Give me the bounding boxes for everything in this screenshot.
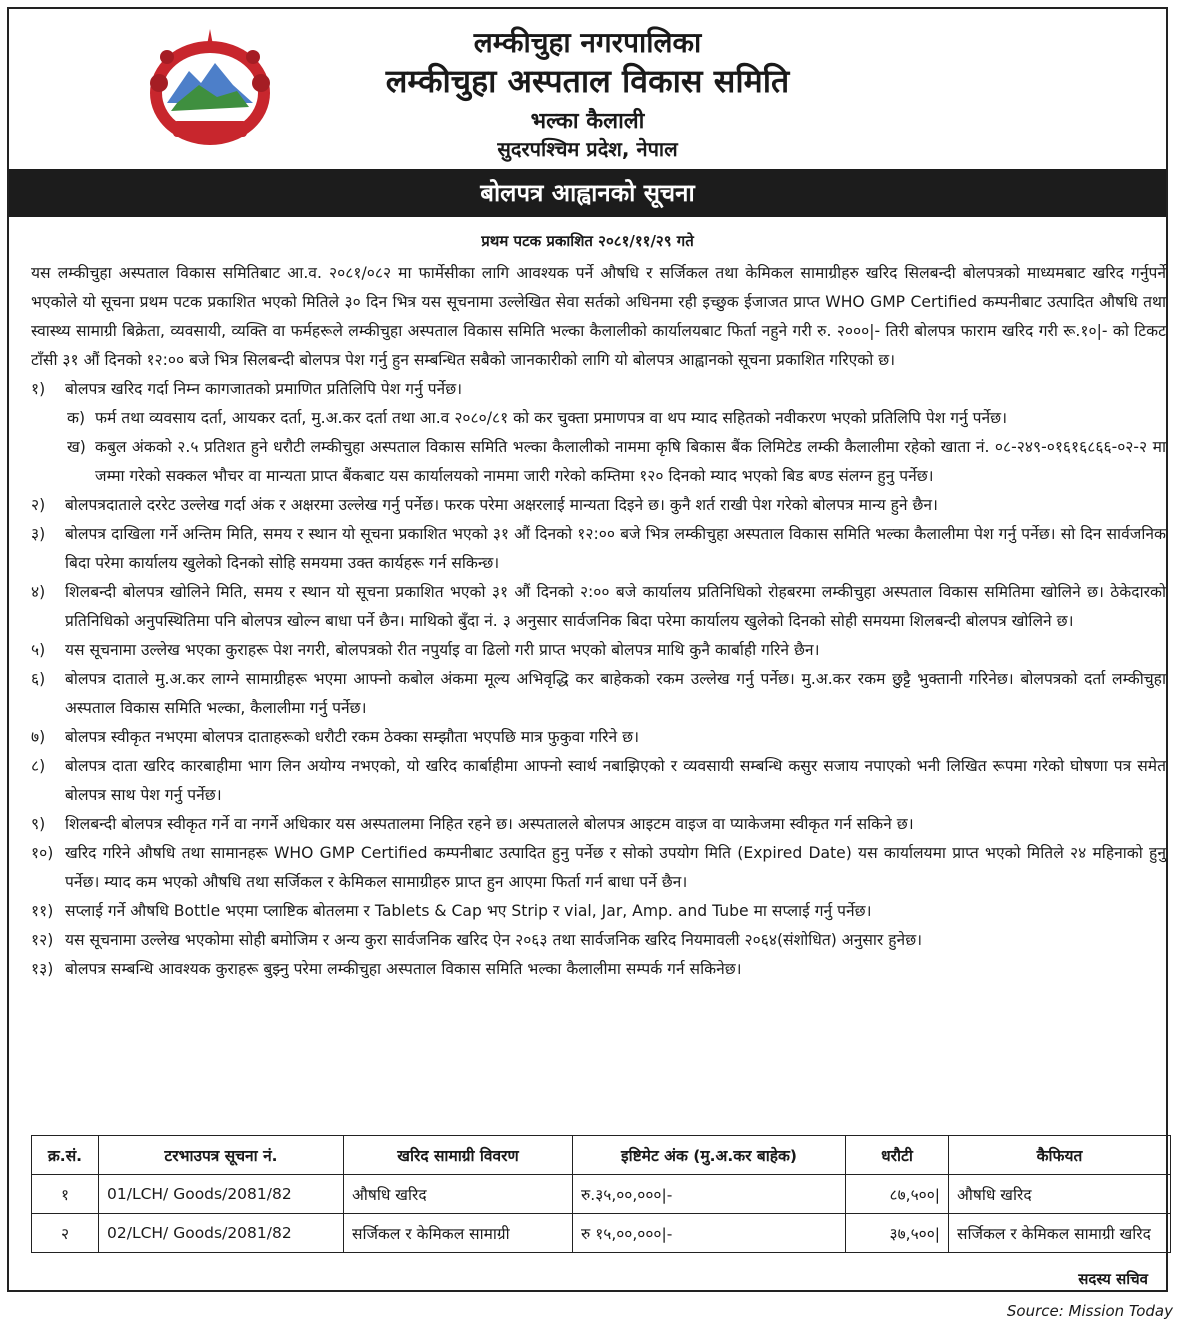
list-item (31, 578, 1166, 636)
source-credit: Source: Mission Today (1006, 1302, 1173, 1320)
cell-estimate: रु.३५,००,०००|- (573, 1175, 846, 1214)
item-number: ३) (31, 525, 46, 543)
item-text: बोलपत्र सम्बन्धि आवश्यक कुराहरू बुझ्नु परेमा लम्कीचुहा अस्पताल विकास समिति भल्का कैलालीमा सम्पर्क गर्न सकिनेछ। (65, 960, 742, 978)
table-row (32, 1214, 1171, 1253)
item-number: १२) (31, 931, 54, 949)
item-text: यस सूचनामा उल्लेख भएकोमा सोही बमोजिम र अन्य कुरा सार्वजनिक खरिद ऐन २०६३ तथा सार्वजनिक खरिद नियमावली २०६४(संशोधित) अनुसार हुनेछ। (65, 931, 923, 949)
bid-table (31, 1135, 1171, 1253)
item-number: ख) (67, 438, 86, 456)
list-item (31, 810, 1166, 839)
cell-sn: २ (32, 1214, 99, 1253)
item-number: ११) (31, 902, 54, 920)
item-number: १०) (31, 844, 54, 862)
col-header: टरभाउपत्र सूचना नं. (99, 1136, 344, 1175)
list-item (31, 665, 1166, 723)
notice-title-band: बोलपत्र आह्वानको सूचना (9, 169, 1166, 217)
item-number: २) (31, 496, 46, 514)
table-header-row (32, 1136, 1171, 1175)
item-text: शिलबन्दी बोलपत्र स्वीकृत गर्ने वा नगर्ने अधिकार यस अस्पतालमा निहित रहने छ। अस्पतालले बोलपत्र आइटम वाइज वा प्याकेजमा स्वीकृत गर्न सकिने छ। (65, 815, 914, 833)
signature-title: सदस्य सचिव (1078, 1270, 1148, 1288)
list-item (31, 723, 1166, 752)
list-item (31, 520, 1166, 578)
notice-frame (7, 7, 1168, 1292)
item-text: यस सूचनामा उल्लेख भएका कुराहरू पेश नगरी, बोलपत्रको रीत नपुर्याइ वा ढिलो गरी प्राप्त भएको बोलपत्र माथि कुनै कार्बाही गरिने छैन। (65, 641, 820, 659)
item-text: बोलपत्र खरिद गर्दा निम्न कागजातको प्रमाणित प्रतिलिपि पेश गर्नु पर्नेछ। (65, 380, 463, 398)
item-text: फर्म तथा व्यवसाय दर्ता, आयकर दर्ता, मु.अ.कर दर्ता तथा आ.व २०८०/८१ को कर चुक्ता प्रमाणपत्र वा थप म्याद सहितको नवीकरण भएको प्रतिलिपि पेश गर्नु पर्नेछ। (95, 409, 1008, 427)
cell-deposit: ३७,५००| (846, 1214, 949, 1253)
province-line: सुदरपश्चिम प्रदेश, नेपाल (497, 137, 678, 161)
item-number: ९) (31, 815, 46, 833)
cell-description: सर्जिकल र केमिकल सामाग्री (344, 1214, 573, 1253)
list-subitem (31, 433, 1166, 491)
col-header: धरौटी (846, 1136, 949, 1175)
item-number: ६) (31, 670, 46, 688)
col-header: खरिद सामाग्री विवरण (344, 1136, 573, 1175)
condition-list (31, 375, 1166, 984)
item-number: ४) (31, 583, 46, 601)
list-item (31, 375, 1166, 404)
col-header: क्र.सं. (32, 1136, 99, 1175)
cell-description: औषधि खरिद (344, 1175, 573, 1214)
item-number: १३) (31, 960, 54, 978)
publication-date: प्रथम पटक प्रकाशित २०८१/११/२९ गते (481, 232, 694, 250)
cell-notice-no: 01/LCH/ Goods/2081/82 (99, 1175, 344, 1214)
cell-sn: १ (32, 1175, 99, 1214)
item-number: क) (67, 409, 86, 427)
item-number: ८) (31, 757, 46, 775)
intro-paragraph: यस लम्कीचुहा अस्पताल विकास समितिबाट आ.व. २०८१/०८२ मा फार्मेसीका लागि आवश्यक पर्ने औषधि र सर्जिकल तथा केमिकल सामाग्रीहरु खरिद सिलबन्दी बोलपत्रको माध्यमबाट खरिद गर्नुपर्ने भएकोले यो सूचना प्रथम पटक प्रकाशित भएको मितिले ३० दिन भित्र यस सूचनामा उल्लेखित सेवा सर्तको अधिनमा रही इच्छुक ईजाजत प्राप्त WHO GMP Certified कम्पनीबाट उत्पादित औषधि तथा स्वास्थ्य सामाग्री बिक्रेता, व्यवसायी, व्यक्ति वा फर्महरूले लम्कीचुहा अस्पताल विकास समिति भल्का कैलालीको कार्यालयबाट फिर्ता नहुने गरी रु. २०००|- तिरी बोलपत्र फाराम खरिद गरी रू.१०|- को टिकट टाँसी ३१ औं दिनको १२:०० बजे भित्र सिलबन्दी बोलपत्र पेश गर्नु हुन सम्बन्धित सबैको जानकारीको लागि यो बोलपत्र आह्वानको सूचना प्रकाशित गरिएको छ। (31, 264, 1166, 369)
list-item (31, 955, 1166, 984)
committee-name: लम्कीचुहा अस्पताल विकास समिति (385, 62, 790, 100)
notice-body (31, 259, 1166, 984)
list-item (31, 926, 1166, 955)
location-line: भल्का कैलाली (530, 109, 645, 134)
cell-remarks: औषधि खरिद (949, 1175, 1171, 1214)
cell-estimate: रु १५,००,०००|- (573, 1214, 846, 1253)
item-number: ७) (31, 728, 46, 746)
notice-header (9, 9, 1166, 161)
item-text: बोलपत्रदाताले दररेट उल्लेख गर्दा अंक र अक्षरमा उल्लेख गर्नु पर्नेछ। फरक परेमा अक्षरलाई मान्यता दिइने छ। कुनै शर्त राखी पेश गरेको बोलपत्र मान्य हुने छैन। (65, 496, 938, 514)
list-item (31, 839, 1166, 897)
list-item (31, 752, 1166, 810)
item-text: बोलपत्र दाखिला गर्ने अन्तिम मिति, समय र स्थान यो सूचना प्रकाशित भएको ३१ औं दिनको १२:०० बजे भित्र लम्कीचुहा अस्पताल विकास समिति भल्का कैलालीमा पेश गर्नु पर्नेछ। सो दिन सार्वजनिक बिदा परेमा कार्यालय खुलेको दिनको सोहि समयमा उक्त कार्यहरू गर्न सकिन्छ। (65, 525, 1166, 572)
list-subitem (31, 404, 1166, 433)
col-header: इष्टिमेट अंक (मु.अ.कर बाहेक) (573, 1136, 846, 1175)
municipality-name: लम्कीचुहा नगरपालिका (473, 26, 702, 59)
list-item (31, 491, 1166, 520)
item-text: बोलपत्र दाताले मु.अ.कर लाग्ने सामाग्रीहरू भएमा आफ्नो कबोल अंकमा मूल्य अभिवृद्धि कर बाहेकको रकम उल्लेख गर्नु पर्नेछ। मु.अ.कर रकम छुट्टै भुक्तानी गरिनेछ। बोलपत्रको दर्ता लम्कीचुहा अस्पताल विकास समिति भल्का, कैलालीमा गर्नु पर्नेछ। (65, 670, 1166, 717)
item-number: १) (31, 380, 46, 398)
cell-deposit: ८७,५००| (846, 1175, 949, 1214)
item-text: सप्लाई गर्ने औषधि Bottle भएमा प्लाष्टिक बोतलमा र Tablets & Cap भए Strip र vial, Jar, Amp. and Tube मा सप्लाई गर्नु पर्नेछ। (65, 902, 872, 920)
item-text: कबुल अंकको २.५ प्रतिशत हुने धरौटी लम्कीचुहा अस्पताल विकास समिति भल्का कैलालीको नाममा कृषि बिकास बैंक लिमिटेड लम्की कैलालीमा रहेको खाता नं. ०८-२४९-०१६१६८६६-०२-२ मा जम्मा गरेको सक्कल भौचर वा मान्यता प्राप्त बैंकबाट यस कार्यालयको नाममा जारी गरेको कम्तिमा १२० दिनको म्याद भएको बिड बण्ड संलग्न हुनु पर्नेछ। (95, 438, 1166, 485)
table-row (32, 1175, 1171, 1214)
list-item (31, 636, 1166, 665)
item-text: बोलपत्र दाता खरिद कारबाहीमा भाग लिन अयोग्य नभएको, यो खरिद कार्बाहीमा आफ्नो स्वार्थ नबाझिएको र व्यवसायी सम्बन्धि कसुर सजाय नपाएको भनी लिखित रूपमा गरेको घोषणा पत्र समेत बोलपत्र साथ पेश गर्नु पर्नेछ। (65, 757, 1166, 804)
item-text: शिलबन्दी बोलपत्र खोलिने मिति, समय र स्थान यो सूचना प्रकाशित भएको ३१ औं दिनको २:०० बजे कार्यालय प्रतिनिधिको रोहबरमा लम्कीचुहा अस्पताल विकास समितिमा खोलिने छ। ठेकेदारको प्रतिनिधिको अनुपस्थितिमा पनि बोलपत्र खोल्न बाधा पर्ने छैन। माथिको बुँदा नं. ३ अनुसार सार्वजनिक बिदा परेमा कार्यालय खुलेको दिनको सोही समयमा शिलबन्दी बोलपत्र खोलिने छ। (65, 583, 1166, 630)
item-text: खरिद गरिने औषधि तथा सामानहरू WHO GMP Certified कम्पनीबाट उत्पादित हुनु पर्नेछ र सोको उपयोग मिति (Expired Date) यस कार्यालयमा प्राप्त भएको मितिले २४ महिनाको हुनु पर्नेछ। म्याद कम भएको औषधि तथा सर्जिकल र केमिकल सामाग्रीहरु प्राप्त हुन आएमा फिर्ता गर्न बाधा पर्ने छैन। (65, 844, 1166, 891)
item-text: बोलपत्र स्वीकृत नभएमा बोलपत्र दाताहरूको धरौटी रकम ठेक्का सम्झौता भएपछि मात्र फुकुवा गरिने छ। (65, 728, 639, 746)
cell-remarks: सर्जिकल र केमिकल सामाग्री खरिद (949, 1214, 1171, 1253)
col-header: कैफियत (949, 1136, 1171, 1175)
list-item (31, 897, 1166, 926)
cell-notice-no: 02/LCH/ Goods/2081/82 (99, 1214, 344, 1253)
item-number: ५) (31, 641, 46, 659)
